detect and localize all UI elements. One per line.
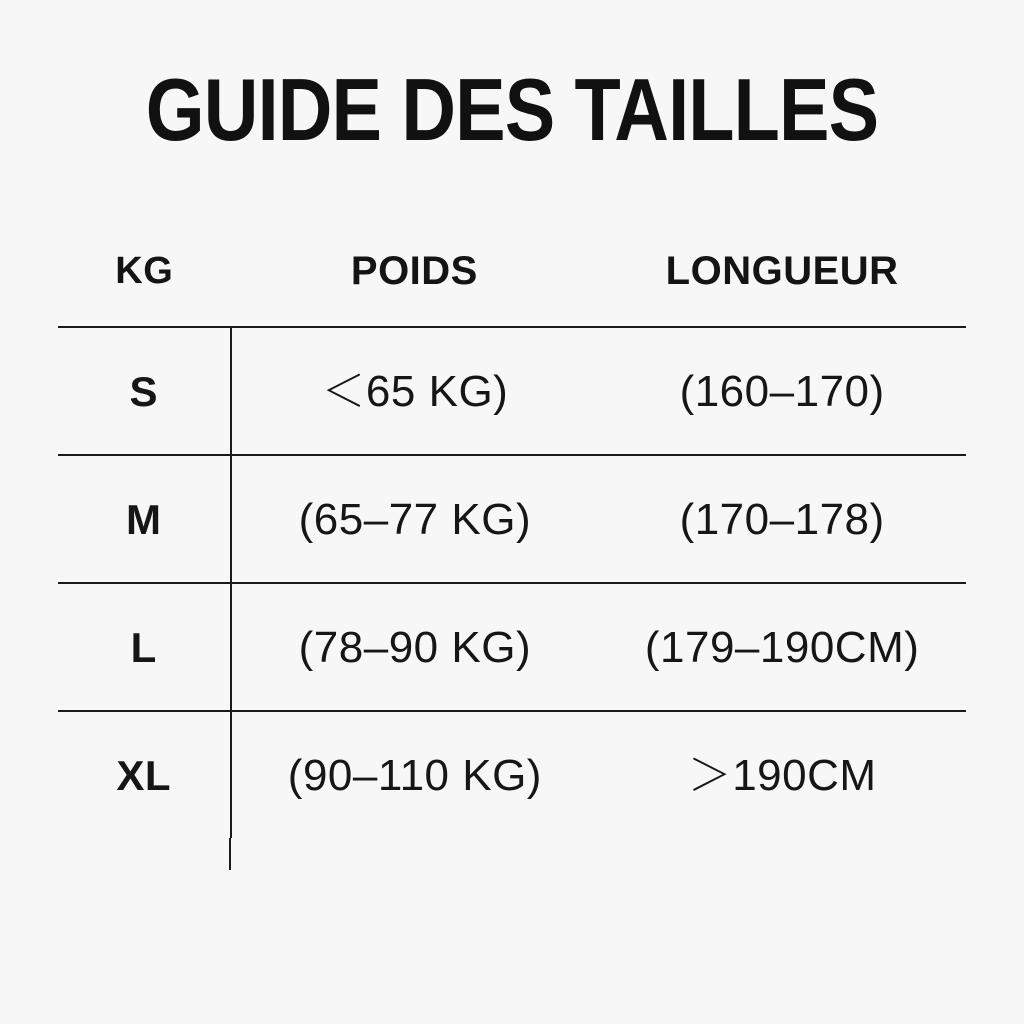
table-row [58, 583, 966, 711]
page-title: GUIDE DES TAILLES [145, 60, 879, 159]
column-divider-extension [229, 838, 231, 870]
cell-poids: (90–110 KG) [231, 711, 599, 838]
cell-size: L [58, 583, 231, 711]
cell-size: S [58, 327, 231, 455]
cell-poids: (78–90 KG) [231, 583, 599, 711]
table-row [58, 711, 966, 838]
cell-longueur: (160–170) [598, 327, 966, 455]
cell-longueur: (170–178) [598, 455, 966, 583]
cell-longueur: (179–190CM) [598, 583, 966, 711]
table-row [58, 327, 966, 455]
cell-size: M [58, 455, 231, 583]
cell-size: XL [58, 711, 231, 838]
column-header-poids: POIDS [350, 249, 478, 293]
size-table-container [58, 248, 966, 838]
column-header-longueur: LONGUEUR [665, 249, 899, 293]
table-body [58, 327, 966, 838]
size-table [58, 248, 966, 838]
table-header-row [58, 248, 966, 327]
column-header-kg: KG [115, 250, 174, 292]
cell-longueur: ＞190CM [598, 711, 966, 838]
cell-poids: ＜65 KG) [231, 327, 599, 455]
cell-poids: (65–77 KG) [231, 455, 599, 583]
table-row [58, 455, 966, 583]
table-head [58, 248, 966, 327]
